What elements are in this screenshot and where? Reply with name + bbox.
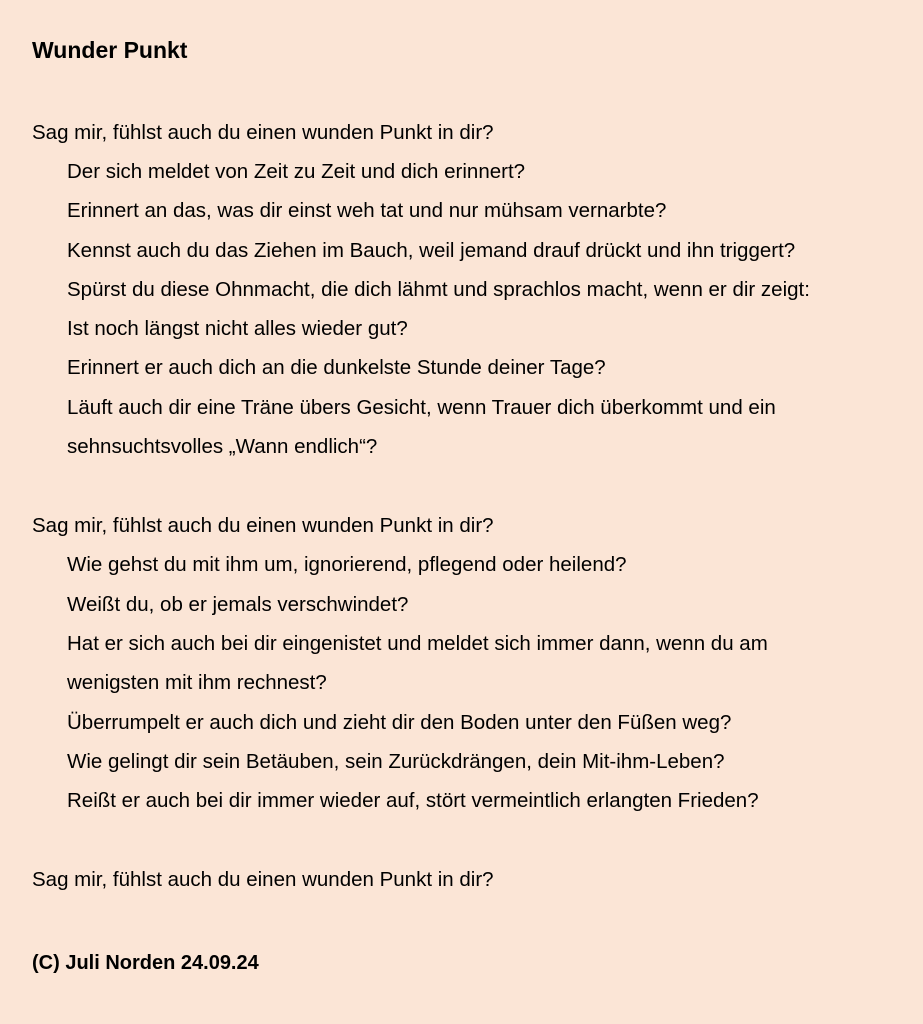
stanza2-lead: Sag mir, fühlst auch du einen wunden Punkt in dir?	[32, 514, 494, 537]
stanza1-line-8: sehnsuchtsvolles „Wann endlich“?	[67, 435, 378, 458]
poem-title: Wunder Punkt	[32, 37, 188, 63]
stanza1-lead: Sag mir, fühlst auch du einen wunden Punkt in dir?	[32, 121, 494, 144]
stanza1-line-3: Kennst auch du das Ziehen im Bauch, weil jemand drauf drückt und ihn triggert?	[67, 239, 796, 262]
stanza2-line-3: Hat er sich auch bei dir eingenistet und meldet sich immer dann, wenn du am	[67, 632, 768, 655]
copyright-credit: (C) Juli Norden 24.09.24	[32, 952, 259, 974]
stanza2-line-6: Wie gelingt dir sein Betäuben, sein Zurückdrängen, dein Mit-ihm-Leben?	[67, 750, 725, 773]
stanza2-line-1: Wie gehst du mit ihm um, ignorierend, pflegend oder heilend?	[67, 553, 627, 576]
stanza1-line-7: Läuft auch dir eine Träne übers Gesicht, wenn Trauer dich überkommt und ein	[67, 396, 776, 419]
stanza2-line-5: Überrumpelt er auch dich und zieht dir den Boden unter den Füßen weg?	[67, 711, 732, 734]
closing-line: Sag mir, fühlst auch du einen wunden Punkt in dir?	[32, 868, 494, 891]
stanza1-line-1: Der sich meldet von Zeit zu Zeit und dich erinnert?	[67, 160, 526, 183]
stanza2-line-2: Weißt du, ob er jemals verschwindet?	[67, 593, 409, 616]
stanza1-line-5: Ist noch längst nicht alles wieder gut?	[67, 317, 408, 340]
stanza1-line-2: Erinnert an das, was dir einst weh tat und nur mühsam vernarbte?	[67, 199, 667, 222]
stanza2-line-4: wenigsten mit ihm rechnest?	[67, 671, 327, 694]
stanza1-line-6: Erinnert er auch dich an die dunkelste Stunde deiner Tage?	[67, 356, 606, 379]
stanza1-line-4: Spürst du diese Ohnmacht, die dich lähmt und sprachlos macht, wenn er dir zeigt:	[67, 278, 810, 301]
stanza2-line-7: Reißt er auch bei dir immer wieder auf, stört vermeintlich erlangten Frieden?	[67, 789, 759, 812]
